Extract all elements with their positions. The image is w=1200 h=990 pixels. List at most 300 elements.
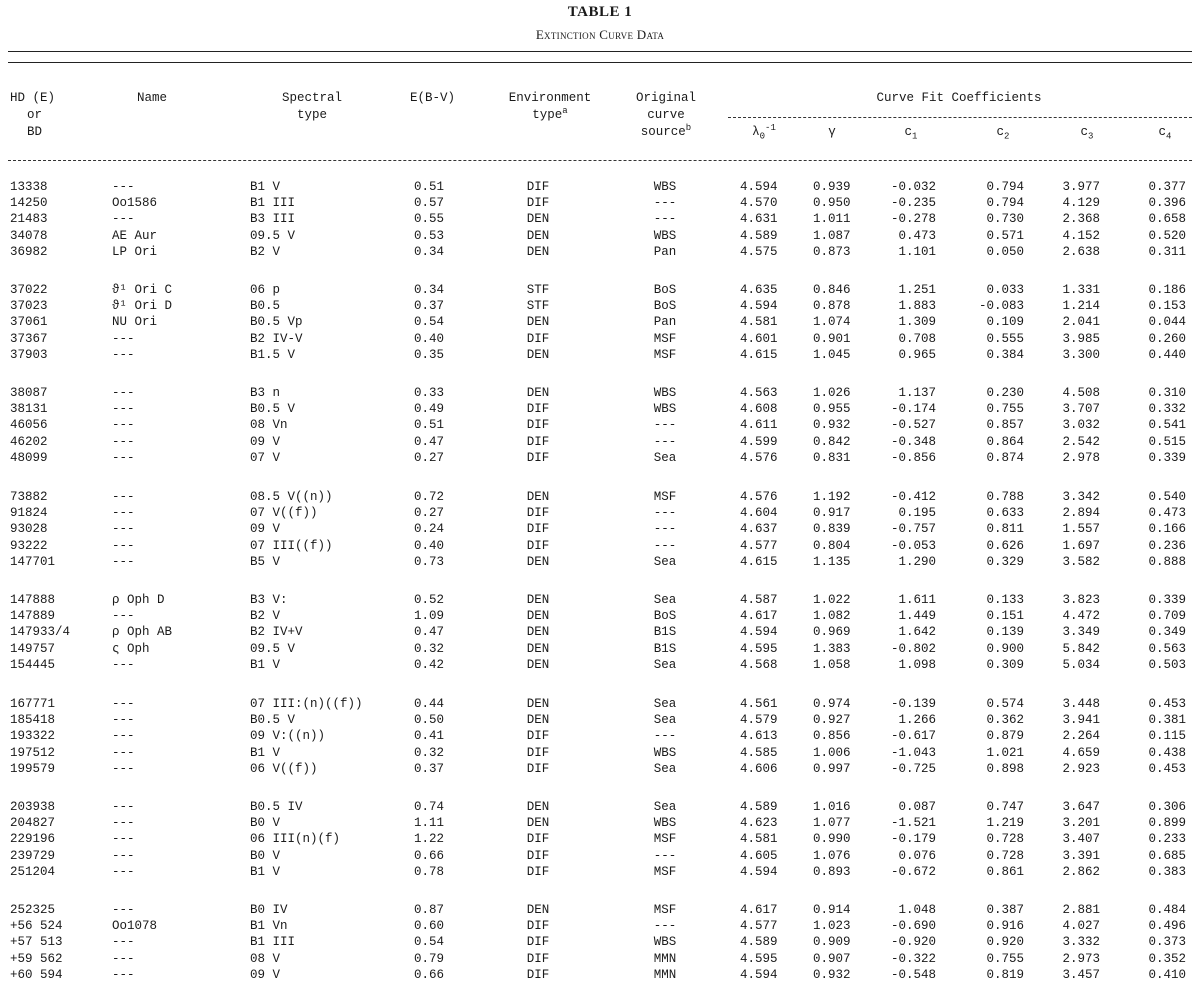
cell-source: --- <box>653 418 677 433</box>
cell-lambda: 4.594 <box>740 180 778 194</box>
cell-lambda: 4.594 <box>740 625 778 640</box>
cell-ebv: 0.37 <box>414 761 445 776</box>
cell-spectral-type: 07 V((f)) <box>250 506 318 521</box>
cell-hd: 239729 <box>10 848 56 863</box>
cell-c2: 0.819 <box>986 967 1024 982</box>
cell-ebv: 0.27 <box>414 450 445 465</box>
cell-gamma: 1.058 <box>813 657 851 672</box>
cell-c3: 1.214 <box>1062 299 1100 314</box>
cell-gamma: 0.927 <box>813 713 851 728</box>
cell-c1: 0.965 <box>898 347 936 362</box>
cell-c4: 0.658 <box>1148 212 1186 227</box>
cell-gamma: 0.974 <box>813 697 851 711</box>
cell-hd: 147888 <box>10 593 56 607</box>
cell-environment: DIF <box>526 761 550 776</box>
cell-lambda: 4.570 <box>740 196 778 211</box>
cell-c2: 0.309 <box>986 657 1024 672</box>
cell-name: --- <box>112 657 135 672</box>
cell-c4: 0.453 <box>1148 697 1186 711</box>
cell-ebv: 0.52 <box>414 593 445 607</box>
cell-environment: DEN <box>526 903 550 917</box>
cell-c4: 0.044 <box>1148 315 1186 330</box>
cell-ebv: 0.40 <box>414 331 445 346</box>
cell-c4: 0.515 <box>1148 434 1186 449</box>
cell-environment: DEN <box>526 490 550 504</box>
cell-name: --- <box>112 402 135 417</box>
cell-lambda: 4.589 <box>740 228 778 243</box>
cell-gamma: 0.932 <box>813 418 851 433</box>
cell-c3: 4.027 <box>1062 919 1100 934</box>
cell-c1: -0.179 <box>890 832 936 847</box>
cell-lambda: 4.595 <box>740 641 778 656</box>
cell-lambda: 4.604 <box>740 506 778 521</box>
cell-c1: -0.856 <box>890 450 936 465</box>
cell-ebv: 0.49 <box>414 402 445 417</box>
cell-c1: 0.087 <box>898 800 936 814</box>
cell-c2: 0.747 <box>986 800 1024 814</box>
cell-hd: 91824 <box>10 506 48 521</box>
cell-hd: 93028 <box>10 522 48 537</box>
cell-c4: 0.373 <box>1148 935 1186 950</box>
cell-gamma: 0.907 <box>813 951 851 966</box>
cell-environment: DIF <box>526 848 550 863</box>
cell-gamma: 0.955 <box>813 402 851 417</box>
cell-ebv: 0.40 <box>414 538 445 553</box>
cell-hd: +57 513 <box>10 935 63 950</box>
header-c3: $c_3$ <box>1080 125 1094 142</box>
cell-environment: DIF <box>526 418 550 433</box>
cell-c3: 1.331 <box>1062 283 1100 297</box>
cell-name: --- <box>112 450 135 465</box>
cell-spectral-type: B0.5 Vp <box>250 315 303 330</box>
header-hd: HD (E) or BD <box>10 91 56 139</box>
cell-c2: 0.916 <box>986 919 1024 934</box>
cell-hd: 37367 <box>10 331 48 346</box>
cell-name: --- <box>112 522 135 537</box>
cell-c3: 3.647 <box>1062 800 1100 814</box>
cell-environment: DEN <box>526 386 550 400</box>
cell-source: --- <box>653 434 677 449</box>
cell-c1: -0.174 <box>890 402 936 417</box>
cell-c3: 1.557 <box>1062 522 1100 537</box>
cell-c1: -0.139 <box>890 697 936 711</box>
cell-spectral-type: B2 V <box>250 609 281 624</box>
cell-spectral-type: 08 Vn <box>250 418 288 433</box>
cell-c2: 0.755 <box>986 402 1024 417</box>
cell-name: ϑ¹ Ori D <box>112 299 173 314</box>
cell-c1: 1.251 <box>898 283 936 297</box>
cell-hd: 154445 <box>10 657 56 672</box>
cell-c4: 0.888 <box>1148 554 1186 569</box>
cell-gamma: 0.846 <box>813 283 851 297</box>
cell-c2: 0.033 <box>986 283 1024 297</box>
cell-c3: 3.391 <box>1062 848 1100 863</box>
cell-environment: DEN <box>526 228 550 243</box>
cell-gamma: 0.969 <box>813 625 851 640</box>
cell-gamma: 0.990 <box>813 832 851 847</box>
cell-spectral-type: B0.5 V <box>250 713 296 728</box>
cell-name: --- <box>112 180 135 194</box>
cell-c3: 5.842 <box>1062 641 1100 656</box>
cell-lambda: 4.575 <box>740 244 778 259</box>
cell-c3: 2.881 <box>1062 903 1100 917</box>
cell-hd: +56 524 <box>10 919 63 934</box>
cell-hd: 147933/4 <box>10 625 71 640</box>
cell-c2: 0.384 <box>986 347 1024 362</box>
cell-c3: 2.894 <box>1062 506 1100 521</box>
cell-source: WBS <box>653 816 677 831</box>
cell-lambda: 4.605 <box>740 848 778 863</box>
cell-c2: 0.230 <box>986 386 1024 400</box>
cell-gamma: 0.893 <box>813 864 851 879</box>
cell-c2: 0.794 <box>986 180 1024 194</box>
cell-spectral-type: B1 V <box>250 864 281 879</box>
cell-c3: 3.457 <box>1062 967 1100 982</box>
cell-lambda: 4.594 <box>740 967 778 982</box>
header-lambda: $\lambda_0^{-1}$ <box>752 122 776 142</box>
cell-c1: -1.521 <box>890 816 936 831</box>
cell-source: MSF <box>653 490 677 504</box>
cell-c1: 0.195 <box>898 506 936 521</box>
cell-ebv: 0.33 <box>414 386 445 400</box>
cell-lambda: 4.615 <box>740 347 778 362</box>
cell-source: MSF <box>653 832 677 847</box>
cell-c1: 1.883 <box>898 299 936 314</box>
cell-c2: 0.574 <box>986 697 1024 711</box>
cell-name: --- <box>112 331 135 346</box>
cell-source: MSF <box>653 331 677 346</box>
cell-gamma: 0.917 <box>813 506 851 521</box>
cell-c1: -0.412 <box>890 490 936 504</box>
cell-c1: 1.611 <box>898 593 936 607</box>
header-c2: $c_2$ <box>996 125 1010 142</box>
cell-name: --- <box>112 506 135 521</box>
cell-c2: 0.755 <box>986 951 1024 966</box>
cell-lambda: 4.561 <box>740 697 778 711</box>
cell-hd: 199579 <box>10 761 56 776</box>
cell-lambda: 4.623 <box>740 816 778 831</box>
cell-c4: 0.496 <box>1148 919 1186 934</box>
cell-c3: 4.659 <box>1062 745 1100 760</box>
cell-name: --- <box>112 609 135 624</box>
cell-ebv: 0.87 <box>414 903 445 917</box>
cell-c3: 4.152 <box>1062 228 1100 243</box>
cell-environment: DEN <box>526 554 550 569</box>
cell-c3: 2.862 <box>1062 864 1100 879</box>
cell-spectral-type: B1.5 V <box>250 347 296 362</box>
cell-environment: DEN <box>526 657 550 672</box>
header-ebv: E(B-V) <box>410 91 456 105</box>
cell-c1: -0.690 <box>890 919 936 934</box>
cell-c4: 0.410 <box>1148 967 1186 982</box>
cell-gamma: 1.076 <box>813 848 851 863</box>
cell-environment: DEN <box>526 593 550 607</box>
cell-environment: DEN <box>526 244 550 259</box>
cell-source: --- <box>653 848 677 863</box>
cell-lambda: 4.599 <box>740 434 778 449</box>
cell-lambda: 4.615 <box>740 554 778 569</box>
cell-gamma: 1.192 <box>813 490 851 504</box>
cell-c4: 0.381 <box>1148 713 1186 728</box>
cell-name: Oo1586 <box>112 196 158 211</box>
cell-hd: 46202 <box>10 434 48 449</box>
cell-environment: DIF <box>526 180 550 194</box>
header-c1: $c_1$ <box>904 125 918 142</box>
cell-spectral-type: B0 V <box>250 816 281 831</box>
cell-ebv: 0.27 <box>414 506 445 521</box>
cell-c2: 0.728 <box>986 848 1024 863</box>
cell-environment: DEN <box>526 609 550 624</box>
cell-environment: DEN <box>526 713 550 728</box>
cell-spectral-type: B0 V <box>250 848 281 863</box>
cell-ebv: 0.42 <box>414 657 445 672</box>
cell-ebv: 0.66 <box>414 848 445 863</box>
cell-environment: DIF <box>526 522 550 537</box>
cell-c2: 0.109 <box>986 315 1024 330</box>
cell-source: Sea <box>653 450 677 465</box>
cell-hd: 37023 <box>10 299 48 314</box>
cell-c4: 0.541 <box>1148 418 1186 433</box>
cell-environment: DIF <box>526 919 550 934</box>
cell-environment: DIF <box>526 935 550 950</box>
cell-lambda: 4.585 <box>740 745 778 760</box>
cell-gamma: 0.901 <box>813 331 851 346</box>
cell-hd: 147889 <box>10 609 56 624</box>
cell-environment: DEN <box>526 625 550 640</box>
cell-gamma: 1.011 <box>813 212 851 227</box>
cell-lambda: 4.587 <box>740 593 778 607</box>
cell-c1: -0.348 <box>890 434 936 449</box>
cell-ebv: 0.51 <box>414 418 445 433</box>
cell-name: ρ Oph D <box>112 593 165 607</box>
cell-ebv: 0.51 <box>414 180 445 194</box>
cell-source: MSF <box>653 347 677 362</box>
cell-c4: 0.349 <box>1148 625 1186 640</box>
cell-hd: 48099 <box>10 450 48 465</box>
cell-c3: 1.697 <box>1062 538 1100 553</box>
top-rule-1 <box>8 51 1192 52</box>
cell-source: Pan <box>653 315 677 330</box>
cell-name: ρ Oph AB <box>112 625 173 640</box>
cell-spectral-type: B2 IV+V <box>250 625 303 640</box>
cell-ebv: 0.74 <box>414 800 445 814</box>
cell-name: --- <box>112 434 135 449</box>
cell-lambda: 4.568 <box>740 657 778 672</box>
cell-name: --- <box>112 386 135 400</box>
cell-hd: 14250 <box>10 196 48 211</box>
cell-hd: 13338 <box>10 180 48 194</box>
cell-hd: 38131 <box>10 402 48 417</box>
cell-hd: 193322 <box>10 729 56 744</box>
cell-source: Sea <box>653 800 677 814</box>
cell-c4: 0.899 <box>1148 816 1186 831</box>
cell-c2: 0.151 <box>986 609 1024 624</box>
cell-source: WBS <box>653 228 677 243</box>
cell-c1: -0.527 <box>890 418 936 433</box>
cell-name: --- <box>112 538 135 553</box>
cell-c4: 0.306 <box>1148 800 1186 814</box>
cell-source: B1S <box>653 641 677 656</box>
cell-source: Sea <box>653 713 677 728</box>
cell-name: --- <box>112 903 135 917</box>
cell-name: --- <box>112 864 135 879</box>
cell-source: BoS <box>653 299 677 314</box>
cell-c3: 3.985 <box>1062 331 1100 346</box>
cell-lambda: 4.563 <box>740 386 778 400</box>
cell-lambda: 4.577 <box>740 919 778 934</box>
cell-c2: -0.083 <box>978 299 1024 314</box>
cell-c4: 0.563 <box>1148 641 1186 656</box>
header-spectral-type: Spectral type <box>281 91 342 122</box>
cell-lambda: 4.611 <box>740 418 778 433</box>
cell-c2: 0.811 <box>986 522 1024 537</box>
cell-ebv: 0.66 <box>414 967 445 982</box>
cell-source: BoS <box>653 283 677 297</box>
cell-name: --- <box>112 347 135 362</box>
cell-c1: -0.322 <box>890 951 936 966</box>
cell-name: --- <box>112 745 135 760</box>
cell-source: MMN <box>653 951 677 966</box>
cell-spectral-type: 08 V <box>250 951 281 966</box>
cell-spectral-type: 06 V((f)) <box>250 761 318 776</box>
header-original-curve-source: Original curve source$^b$ <box>635 91 696 139</box>
cell-c2: 0.633 <box>986 506 1024 521</box>
cell-spectral-type: B2 IV-V <box>250 331 303 346</box>
coefficients-dashed-rule <box>728 117 1192 118</box>
cell-spectral-type: 06 III(n)(f) <box>250 832 341 847</box>
cell-c2: 0.387 <box>986 903 1024 917</box>
cell-c1: -0.757 <box>890 522 936 537</box>
cell-gamma: 1.087 <box>813 228 851 243</box>
cell-c1: 1.098 <box>898 657 936 672</box>
cell-environment: DIF <box>526 864 550 879</box>
cell-environment: DIF <box>526 506 550 521</box>
cell-c2: 0.139 <box>986 625 1024 640</box>
cell-source: Pan <box>653 244 677 259</box>
cell-c2: 0.329 <box>986 554 1024 569</box>
cell-c4: 0.503 <box>1148 657 1186 672</box>
cell-source: Sea <box>653 593 677 607</box>
cell-c1: -1.043 <box>890 745 936 760</box>
cell-c1: 1.266 <box>898 713 936 728</box>
cell-c3: 2.041 <box>1062 315 1100 330</box>
cell-hd: 203938 <box>10 800 56 814</box>
cell-spectral-type: 09 V:((n)) <box>250 729 326 744</box>
cell-hd: 167771 <box>10 697 56 711</box>
cell-c4: 0.115 <box>1148 729 1186 744</box>
cell-spectral-type: 09 V <box>250 434 281 449</box>
cell-gamma: 1.082 <box>813 609 851 624</box>
cell-c1: 1.642 <box>898 625 936 640</box>
cell-spectral-type: B0.5 V <box>250 402 296 417</box>
cell-environment: DIF <box>526 832 550 847</box>
cell-name: --- <box>112 800 135 814</box>
cell-gamma: 1.026 <box>813 386 851 400</box>
cell-c2: 0.571 <box>986 228 1024 243</box>
cell-source: Sea <box>653 761 677 776</box>
cell-hd: 229196 <box>10 832 56 847</box>
cell-lambda: 4.595 <box>740 951 778 966</box>
cell-name: --- <box>112 713 135 728</box>
cell-spectral-type: B1 III <box>250 935 296 950</box>
cell-source: WBS <box>653 402 677 417</box>
cell-ebv: 0.47 <box>414 434 445 449</box>
cell-gamma: 1.016 <box>813 800 851 814</box>
cell-c2: 0.857 <box>986 418 1024 433</box>
cell-name: --- <box>112 816 135 831</box>
cell-c1: 0.076 <box>898 848 936 863</box>
cell-c4: 0.332 <box>1148 402 1186 417</box>
cell-spectral-type: 07 III((f)) <box>250 538 333 553</box>
cell-c3: 2.923 <box>1062 761 1100 776</box>
cell-environment: DEN <box>526 315 550 330</box>
cell-c2: 0.874 <box>986 450 1024 465</box>
cell-source: --- <box>653 729 677 744</box>
cell-c2: 0.794 <box>986 196 1024 211</box>
cell-ebv: 0.54 <box>414 935 445 950</box>
cell-source: --- <box>653 506 677 521</box>
cell-spectral-type: B3 n <box>250 386 281 400</box>
cell-environment: DEN <box>526 816 550 831</box>
cell-name: --- <box>112 490 135 504</box>
cell-c4: 0.473 <box>1148 506 1186 521</box>
cell-environment: DEN <box>526 641 550 656</box>
cell-ebv: 0.47 <box>414 625 445 640</box>
cell-c3: 2.638 <box>1062 244 1100 259</box>
cell-lambda: 4.635 <box>740 283 778 297</box>
cell-c4: 0.339 <box>1148 593 1186 607</box>
cell-spectral-type: 09 V <box>250 522 281 537</box>
cell-c2: 0.788 <box>986 490 1024 504</box>
cell-c1: 0.708 <box>898 331 936 346</box>
cell-source: WBS <box>653 935 677 950</box>
cell-c4: 0.438 <box>1148 745 1186 760</box>
cell-c2: 0.900 <box>986 641 1024 656</box>
cell-c2: 1.219 <box>986 816 1024 831</box>
cell-source: --- <box>653 522 677 537</box>
cell-environment: DIF <box>526 331 550 346</box>
cell-source: --- <box>653 196 677 211</box>
cell-source: MSF <box>653 903 677 917</box>
cell-lambda: 4.577 <box>740 538 778 553</box>
cell-lambda: 4.601 <box>740 331 778 346</box>
cell-spectral-type: 09.5 V <box>250 641 296 656</box>
cell-environment: STF <box>526 299 550 314</box>
cell-c3: 3.332 <box>1062 935 1100 950</box>
cell-spectral-type: B1 Vn <box>250 919 288 934</box>
cell-hd: +60 594 <box>10 967 63 982</box>
cell-source: BoS <box>653 609 677 624</box>
cell-spectral-type: 07 III:(n)((f)) <box>250 697 363 711</box>
cell-c4: 0.311 <box>1148 244 1186 259</box>
cell-c3: 2.264 <box>1062 729 1100 744</box>
header-c4: $c_4$ <box>1158 125 1172 142</box>
cell-name: --- <box>112 212 135 227</box>
cell-environment: DIF <box>526 434 550 449</box>
cell-c1: 1.449 <box>898 609 936 624</box>
cell-spectral-type: B5 V <box>250 554 281 569</box>
cell-gamma: 0.831 <box>813 450 851 465</box>
cell-gamma: 1.074 <box>813 315 851 330</box>
cell-c1: 1.309 <box>898 315 936 330</box>
cell-ebv: 0.24 <box>414 522 445 537</box>
cell-c3: 3.707 <box>1062 402 1100 417</box>
cell-c1: -0.920 <box>890 935 936 950</box>
cell-name: AE Aur <box>112 228 158 243</box>
cell-lambda: 4.617 <box>740 903 778 917</box>
cell-source: WBS <box>653 386 677 400</box>
cell-environment: DIF <box>526 196 550 211</box>
